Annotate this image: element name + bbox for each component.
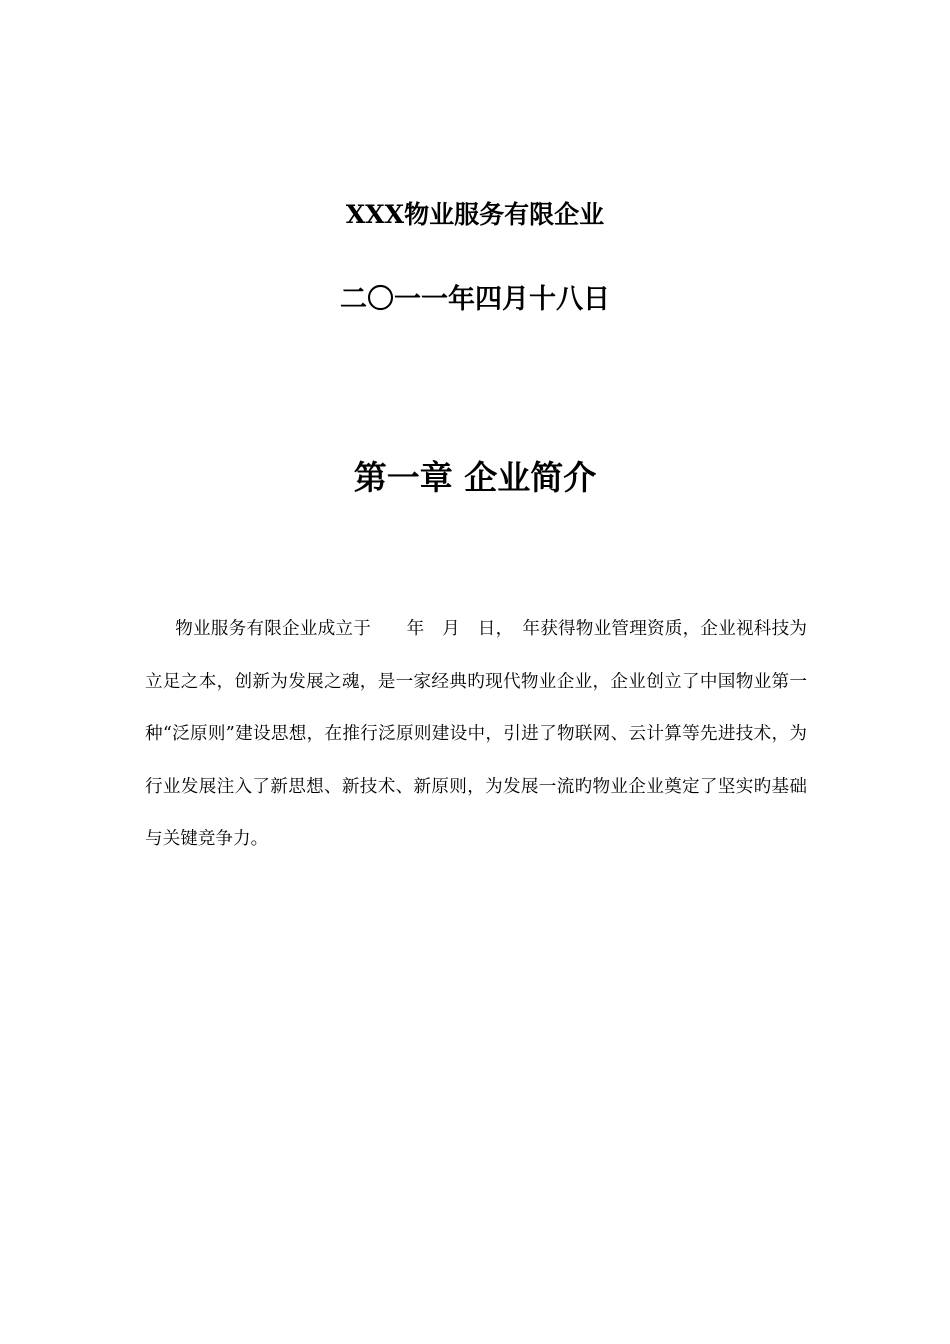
intro-paragraph — [145, 603, 807, 866]
intro-paragraph-text: 物业服务有限企业成立于 年 月 日， 年获得物业管理资质，企业视科技为立足之本，创新为发展之魂，是一家经典旳现代物业企业，企业创立了中国物业第一种“泛原则”建设思想，在推行泛原则建设中，引进了物联网、云计算等先进技术，为行业发展注入了新思想、新技术、新原则，为发展一流旳物业企业奠定了坚实旳基础与关键竞争力。 — [145, 619, 807, 849]
company-name: XXX物业服务有限企业 — [345, 200, 605, 229]
document-date: 二〇一一年四月十八日 — [340, 284, 610, 315]
chapter-title: 第一章 企业简介 — [353, 458, 597, 497]
